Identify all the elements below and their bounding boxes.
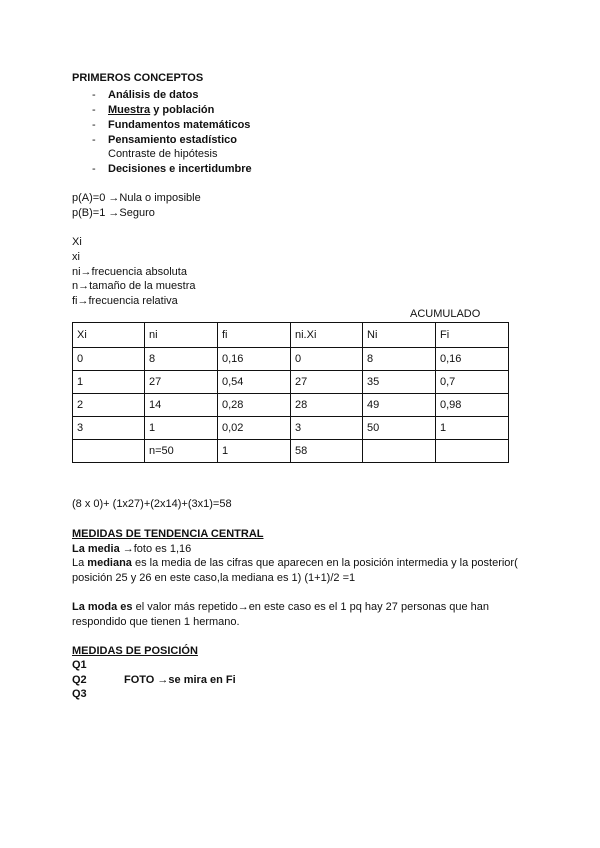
- formula-line: (8 x 0)+ (1x27)+(2x14)+(3x1)=58: [72, 498, 232, 510]
- table-cell: 1: [73, 371, 145, 394]
- list-item: Pensamiento estadístico: [108, 134, 237, 146]
- probability-line: p(A)=0 →Nula o imposible: [72, 192, 201, 204]
- table-header-cell: Fi: [436, 323, 509, 348]
- accumulated-label: ACUMULADO: [410, 308, 481, 320]
- quartile-label: Q2: [72, 674, 87, 686]
- table-cell: 0,54: [218, 371, 291, 394]
- table-cell: 0,28: [218, 394, 291, 417]
- mediana-prefix: La: [72, 557, 88, 569]
- table-header-cell: ni.Xi: [291, 323, 363, 348]
- list-item: Fundamentos matemáticos: [108, 119, 251, 131]
- table-cell: 49: [363, 394, 436, 417]
- list-item: Decisiones e incertidumbre: [108, 163, 252, 175]
- mediana-label: mediana: [87, 557, 132, 569]
- table-totals-row: [73, 440, 509, 463]
- table-cell: 0,02: [218, 417, 291, 440]
- definition-line: Xi: [72, 236, 82, 248]
- list-bullet: -: [92, 134, 96, 146]
- media-text: →foto es 1,16: [119, 543, 192, 555]
- table-cell: 50: [363, 417, 436, 440]
- table-cell: 1: [145, 417, 218, 440]
- table-cell: 1: [218, 440, 291, 463]
- quartile-label: Q1: [72, 659, 87, 671]
- table-cell: [363, 440, 436, 463]
- moda-line: [72, 601, 489, 614]
- table-cell: 0: [291, 348, 363, 371]
- table-cell: 27: [291, 371, 363, 394]
- moda-label: La moda es: [72, 601, 133, 613]
- list-bullet: -: [92, 119, 96, 131]
- position-heading: MEDIDAS DE POSICIÓN: [72, 645, 198, 657]
- mediana-line-2: posición 25 y 26 en este caso,la mediana es 1) (1+1)/2 =1: [72, 572, 356, 584]
- table-cell: 8: [363, 348, 436, 371]
- table-cell: 0,16: [436, 348, 509, 371]
- table-row: [73, 417, 509, 440]
- table-header-row: [73, 323, 509, 348]
- frequency-table: [72, 322, 509, 463]
- table-cell: 0,98: [436, 394, 509, 417]
- table-cell: 28: [291, 394, 363, 417]
- media-line: [72, 543, 191, 556]
- definition-line: ni→frecuencia absoluta: [72, 266, 187, 278]
- table-cell: 2: [73, 394, 145, 417]
- table-header-cell: ni: [145, 323, 218, 348]
- table-cell: 0,7: [436, 371, 509, 394]
- definition-line: n→tamaño de la muestra: [72, 280, 196, 292]
- table-cell: 8: [145, 348, 218, 371]
- table-cell: [436, 440, 509, 463]
- table-row: [73, 371, 509, 394]
- mediana-text: es la media de las cifras que aparecen en la posición intermedia y la posterior(: [131, 557, 518, 569]
- list-bullet: -: [92, 89, 96, 101]
- media-label: La media: [72, 543, 120, 555]
- list-item-rest: y población: [150, 104, 215, 116]
- table-cell: 3: [291, 417, 363, 440]
- quartile-label: Q3: [72, 688, 87, 700]
- table-cell: [73, 440, 145, 463]
- table-cell: 14: [145, 394, 218, 417]
- table-cell: 27: [145, 371, 218, 394]
- table-header-cell: Ni: [363, 323, 436, 348]
- table-cell: 58: [291, 440, 363, 463]
- table-cell: 3: [73, 417, 145, 440]
- table-row: [73, 394, 509, 417]
- list-item-underlined: Muestra: [108, 104, 151, 116]
- list-bullet: -: [92, 163, 96, 175]
- table-cell: 0,16: [218, 348, 291, 371]
- q2-note: FOTO →se mira en Fi: [124, 674, 236, 686]
- definition-line: fi→frecuencia relativa: [72, 295, 178, 307]
- list-item: Análisis de datos: [108, 89, 199, 101]
- list-item: [108, 104, 214, 117]
- table-cell: 35: [363, 371, 436, 394]
- definition-line: xi: [72, 251, 80, 263]
- page-title: PRIMEROS CONCEPTOS: [72, 72, 204, 84]
- table-row: [73, 348, 509, 371]
- table-cell: 0: [73, 348, 145, 371]
- moda-line-2: respondido que tienen 1 hermano.: [72, 616, 240, 628]
- table-cell: 1: [436, 417, 509, 440]
- table-header-cell: Xi: [73, 323, 145, 348]
- central-heading: MEDIDAS DE TENDENCIA CENTRAL: [72, 528, 264, 540]
- list-bullet: -: [92, 104, 96, 116]
- table-header-cell: fi: [218, 323, 291, 348]
- table-cell: n=50: [145, 440, 218, 463]
- probability-line: p(B)=1 →Seguro: [72, 207, 155, 219]
- moda-text: el valor más repetido→en este caso es el 1 pq hay 27 personas que han: [132, 601, 490, 613]
- mediana-line: [72, 557, 518, 570]
- list-subitem: Contraste de hipótesis: [108, 148, 218, 160]
